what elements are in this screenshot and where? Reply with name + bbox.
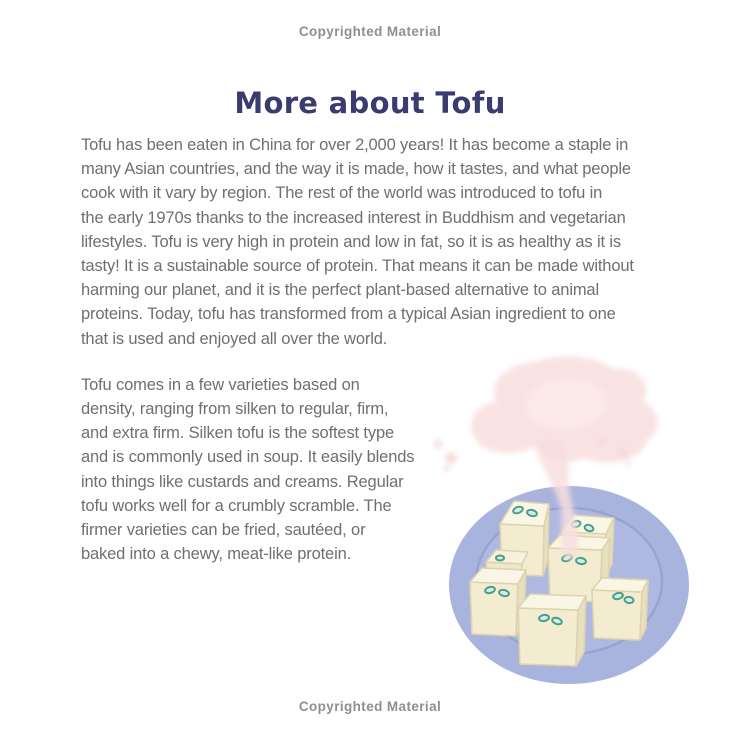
tofu-plate-illustration xyxy=(430,352,740,687)
text-line: and is commonly used in soup. It easily blends xyxy=(81,448,415,467)
text-line: tofu works well for a crumbly scramble. The xyxy=(81,496,392,515)
text-line: Tofu comes in a few varieties based on xyxy=(81,375,360,394)
text-line: firmer varieties can be fried, sautéed, or xyxy=(81,521,366,540)
text-line: lifestyles. Tofu is very high in protein and low in fat, so it is as healthy as it is xyxy=(81,232,621,251)
text-line: that is used and enjoyed all over the world. xyxy=(81,329,388,348)
text-line: density, ranging from silken to regular, firm, xyxy=(81,400,389,419)
text-line: cook with it vary by region. The rest of the world was introduced to tofu in xyxy=(81,184,603,203)
copyright-notice-bottom: Copyrighted Material xyxy=(298,699,442,714)
tofu-cube xyxy=(592,578,648,640)
copyright-notice-top: Copyrighted Material xyxy=(298,24,442,39)
text-line: the early 1970s thanks to the increased interest in Buddhism and vegetarian xyxy=(81,208,626,227)
text-line: Tofu has been eaten in China for over 2,000 years! It has become a staple in xyxy=(81,136,629,154)
paragraph-intro xyxy=(81,133,681,351)
text-line: harming our planet, and it is the perfect plant-based alternative to animal xyxy=(81,281,599,300)
text-line: and extra firm. Silken tofu is the softest type xyxy=(81,424,395,443)
text-line: tasty! It is a sustainable source of protein. That means it can be made without xyxy=(81,257,634,276)
tofu-cube xyxy=(470,568,526,636)
page-title: More about Tofu xyxy=(234,86,506,121)
text-line: into things like custards and creams. Regular xyxy=(81,472,404,491)
text-line: many Asian countries, and the way it is made, how it tastes, and what people xyxy=(81,160,631,179)
tofu-cube xyxy=(518,594,586,666)
text-line: proteins. Today, tofu has transformed from a typical Asian ingredient to one xyxy=(81,305,616,324)
text-line: baked into a chewy, meat-like protein. xyxy=(81,545,352,564)
